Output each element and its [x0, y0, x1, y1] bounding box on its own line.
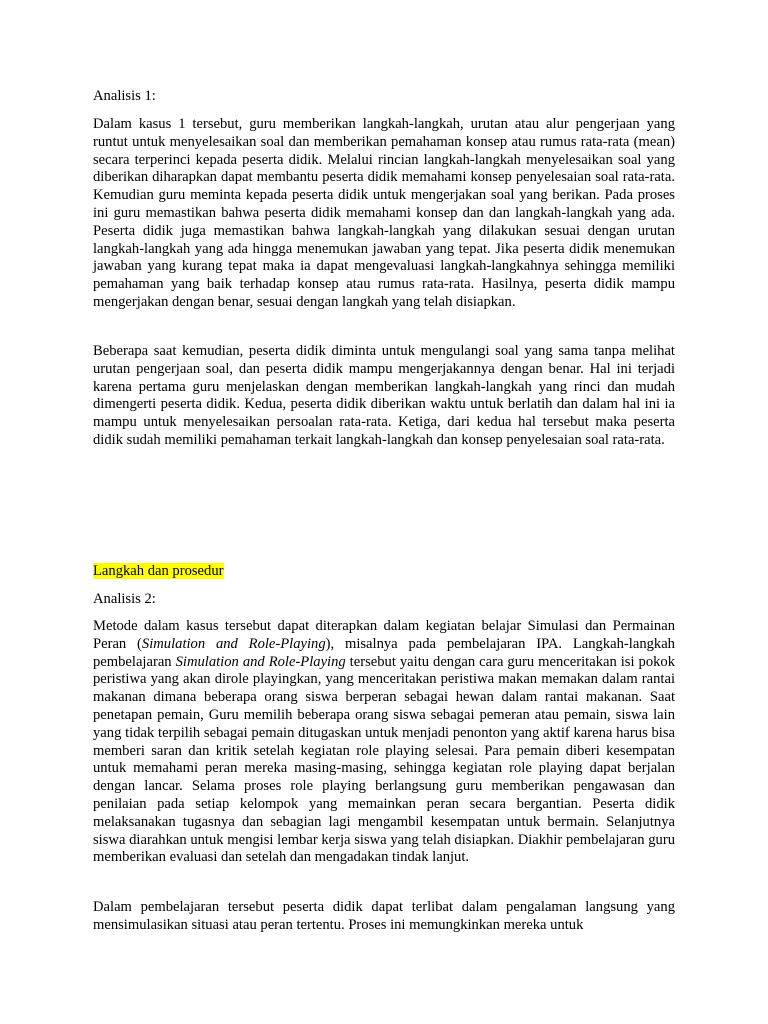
analysis-2-italic-term-1: Simulation and Role-Playing — [141, 635, 326, 652]
analysis-2-paragraph-2: Dalam pembelajaran tersebut peserta didik dapat terlibat dalam pengalaman langsung yang mensimulasikan situasi atau peran tertentu. Proses ini memungkinkan mereka untuk — [93, 899, 675, 933]
analysis-2-heading: Analisis 2: — [93, 591, 156, 607]
analysis-1-heading: Analisis 1: — [93, 88, 156, 104]
analysis-1-paragraph-2: Beberapa saat kemudian, peserta didik diminta untuk mengulangi soal yang sama tanpa melihat urutan pengerjaan soal, dan peserta didik mampu mengerjakannya dengan benar. Hal ini terjadi karena pertama guru menjelaskan dengan memberikan langkah-langkah yang rinci dan mudah dimengerti peserta didik. Kedua, peserta didik diberikan waktu untuk berlatih dan dalam hal ini ia mampu untuk menyelesaikan persoalan rata-rata. Ketiga, dari kedua hal tersebut maka peserta didik sudah memiliki pemahaman terkait langkah-langkah dan konsep penyelesaian soal rata-rata. — [93, 343, 675, 448]
analysis-2-paragraph-1 — [93, 618, 675, 867]
highlighted-section-title: Langkah dan prosedur — [93, 563, 224, 579]
analysis-1-paragraph-1: Dalam kasus 1 tersebut, guru memberikan langkah-langkah, urutan atau alur pengerjaan yang runtut untuk menyelesaikan soal dan memberikan pemahaman konsep atau rumus rata-rata (mean) secara terperinci kepada peserta didik. Melalui rincian langkah-langkah menyelesaikan soal yang diberikan diharapkan dapat membantu peserta didik memahami konsep penyelesaian soal rata-rata. Kemudian guru meminta kepada peserta didik untuk mengerjakan soal yang berikan. Pada proses ini guru memastikan bahwa peserta didik memahami konsep dan dan langkah-langkah yang ada. Peserta didik juga memastikan bahwa langkah-langkah yang dilakukan sesuai dengan urutan langkah-langkah yang ada hingga menemukan jawaban yang tepat. Jika peserta didik menemukan jawaban yang kurang tepat maka ia dapat mengevaluasi langkah-langkahnya sehingga memiliki pemahaman yang baik terhadap konsep atau rumus rata-rata. Hasilnya, peserta didik mampu mengerjakan dengan benar, sesuai dengan langkah yang telah disiapkan. — [93, 116, 675, 310]
analysis-2-paragraph-1-text-c: tersebut yaitu dengan cara guru menceritakan isi pokok peristiwa yang akan dirole playingkan, yang menceritakan peristiwa makan memakan dalam rantai makanan dimana beberapa orang siswa berperan sebagai hewan dalam rantai makanan. Saat penetapan pemain, Guru memilih beberapa orang siswa sebagai pemeran atau pemain, siswa lain yang tidak terpilih sebagai pemain ditugaskan untuk menjadi penonton yang aktif karena harus bisa memberi saran dan kritik setelah kegiatan role playing selesai. Para pemain diberi kesempatan untuk memahami peran mereka masing-masing, sehingga kegiatan role playing dapat berjalan dengan lancar. Selama proses role playing berlangsung guru memberikan pengawasan dan penilaian pada setiap kelompok yang memainkan peran secara bergantian. Peserta didik melaksanakan tugasnya dan sebagian lagi mengambil kesempatan untuk bermain. Selanjutnya siswa diarahkan untuk mengisi lembar kerja siswa yang telah disiapkan. Diakhir pembelajaran guru memberikan evaluasi dan setelah dan mengadakan tindak lanjut. — [93, 653, 676, 866]
document-page — [93, 0, 675, 1024]
analysis-2-paragraph-1-text-b: ), misalnya pada pembelajaran IPA. Langkah-langkah pembelajaran — [93, 635, 675, 670]
section-title-block — [93, 563, 675, 581]
analysis-2-paragraph-1-text-a: Metode dalam kasus tersebut dapat diterapkan dalam kegiatan belajar Simulasi dan Permainan Peran ( — [93, 618, 675, 652]
analysis-2-italic-term-2: Simulation and Role-Playing — [175, 653, 346, 670]
